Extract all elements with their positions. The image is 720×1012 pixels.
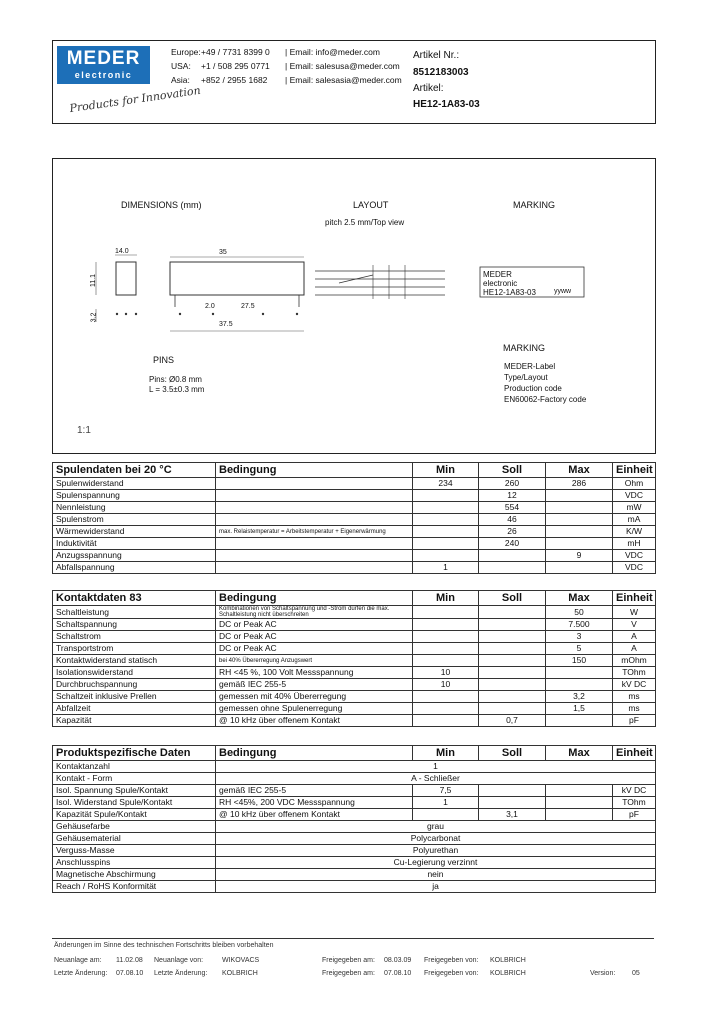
row-parameter: Spulenstrom (53, 514, 216, 526)
marking-title: MARKING (513, 200, 556, 210)
row-max: 5 (546, 643, 613, 655)
row-max (546, 667, 613, 679)
col-header: Soll (479, 746, 546, 761)
row-max: 9 (546, 550, 613, 562)
row-parameter: Induktivität (53, 538, 216, 550)
dim-label-35: 35 (219, 249, 227, 256)
pin-dot (296, 313, 298, 315)
col-header: Spulendaten bei 20 °C (53, 463, 216, 478)
contact-emails (285, 45, 402, 87)
table-row (53, 655, 656, 667)
row-condition (216, 550, 413, 562)
row-max (546, 715, 613, 727)
row-max (546, 785, 613, 797)
col-header: Bedingung (216, 591, 413, 606)
row-spanned-value: Polyurethan (216, 845, 656, 857)
footer-label: Freigegeben von: (424, 970, 479, 977)
footer-label: Freigegeben am: (322, 957, 375, 964)
pin-dot (179, 313, 181, 315)
row-condition (216, 514, 413, 526)
footer-value: 11.02.08 (116, 957, 143, 964)
document-header (52, 40, 656, 124)
row-unit: kV DC (613, 785, 656, 797)
row-parameter: Schaltspannung (53, 619, 216, 631)
col-header: Bedingung (216, 463, 413, 478)
row-parameter: Abfallspannung (53, 562, 216, 574)
row-parameter: Nennleistung (53, 502, 216, 514)
table-header-row (53, 591, 656, 606)
row-spanned-value: 1 (216, 761, 656, 773)
row-min (413, 691, 479, 703)
marking-box-text (483, 270, 536, 297)
row-min (413, 538, 479, 550)
col-header: Min (413, 591, 479, 606)
row-unit: pF (613, 809, 656, 821)
marking-box-line2: electronic (483, 279, 518, 288)
row-condition (216, 490, 413, 502)
row-condition: max. Relaistemperatur = Arbeitstemperatur + Eigenerwärmung (216, 526, 413, 538)
row-unit: VDC (613, 550, 656, 562)
coil-data-table (52, 462, 656, 574)
row-parameter: Kontaktwiderstand statisch (53, 655, 216, 667)
row-max (546, 526, 613, 538)
col-header: Min (413, 746, 479, 761)
row-unit: A (613, 631, 656, 643)
row-max (546, 514, 613, 526)
row-soll (479, 631, 546, 643)
row-min: 7,5 (413, 785, 479, 797)
contact-phone: +49 / 7731 8399 0 (201, 47, 270, 57)
table-row (53, 761, 656, 773)
row-parameter: Schaltleistung (53, 606, 216, 619)
row-parameter: Kapazität (53, 715, 216, 727)
col-header: Einheit (613, 463, 656, 478)
row-condition: DC or Peak AC (216, 631, 413, 643)
dimension-drawing-svg (53, 159, 655, 453)
table-row (53, 833, 656, 845)
contact-phone: +1 / 508 295 0771 (201, 61, 270, 71)
table-row (53, 785, 656, 797)
row-soll: 554 (479, 502, 546, 514)
row-max: 1,5 (546, 703, 613, 715)
slogan-signature: Products for Innovation (68, 83, 202, 116)
table-row (53, 809, 656, 821)
logo-top-text: MEDER (66, 48, 141, 69)
footer-note: Änderungen im Sinne des technischen Fortschritts bleiben vorbehalten (54, 942, 274, 949)
row-condition (216, 538, 413, 550)
row-parameter: Isol. Widerstand Spule/Kontakt (53, 797, 216, 809)
row-min (413, 606, 479, 619)
dim-label-11: 11.1 (90, 273, 98, 288)
footer-value: 05 (632, 970, 640, 977)
technical-drawing (52, 158, 656, 454)
row-min (413, 809, 479, 821)
marking2-item: Type/Layout (504, 373, 548, 382)
contact-email: | Email: salesasia@meder.com (285, 75, 402, 85)
footer-value: WIKOVACS (222, 957, 260, 964)
col-header: Bedingung (216, 746, 413, 761)
row-parameter: Schaltzeit inklusive Prellen (53, 691, 216, 703)
contact-region: Asia: (171, 75, 190, 85)
table-row (53, 845, 656, 857)
row-condition: RH <45%, 200 VDC Messspannung (216, 797, 413, 809)
row-soll (479, 797, 546, 809)
col-header: Soll (479, 463, 546, 478)
table-row (53, 562, 656, 574)
dimensions-title: DIMENSIONS (mm) (121, 200, 202, 210)
table-row (53, 490, 656, 502)
row-min (413, 631, 479, 643)
row-soll (479, 667, 546, 679)
pin-dot (262, 313, 264, 315)
pins-info (149, 375, 204, 395)
row-soll: 0,7 (479, 715, 546, 727)
footer-label: Neuanlage am: (54, 957, 102, 964)
row-soll (479, 655, 546, 667)
row-spanned-value: A - Schließer (216, 773, 656, 785)
table-row (53, 550, 656, 562)
row-unit: V (613, 619, 656, 631)
row-soll (479, 619, 546, 631)
row-max (546, 502, 613, 514)
col-header: Max (546, 591, 613, 606)
scale-symbol: 1:1 (77, 425, 91, 436)
row-soll (479, 703, 546, 715)
row-max: 3,2 (546, 691, 613, 703)
row-condition (216, 562, 413, 574)
row-min (413, 502, 479, 514)
footer-label: Freigegeben am: (322, 970, 375, 977)
row-unit: VDC (613, 490, 656, 502)
contact-email: | Email: salesusa@meder.com (285, 61, 400, 71)
row-soll: 260 (479, 478, 546, 490)
footer-label: Neuanlage von: (154, 957, 204, 964)
row-min: 10 (413, 667, 479, 679)
contact-data-body (53, 606, 656, 727)
table-header-row (53, 463, 656, 478)
row-unit: K/W (613, 526, 656, 538)
row-min (413, 655, 479, 667)
pins-line1: Pins: Ø0.8 mm (149, 375, 202, 384)
row-parameter: Anzugsspannung (53, 550, 216, 562)
row-condition: @ 10 kHz über offenem Kontakt (216, 715, 413, 727)
row-parameter: Gehäusefarbe (53, 821, 216, 833)
row-unit: mA (613, 514, 656, 526)
row-min: 1 (413, 562, 479, 574)
article-label: Artikel: (413, 83, 444, 94)
row-soll: 12 (479, 490, 546, 502)
row-unit: kV DC (613, 679, 656, 691)
logo-bottom-text: electronic (74, 70, 133, 80)
row-condition (216, 502, 413, 514)
table-row (53, 606, 656, 619)
footer-value: 08.03.09 (384, 957, 412, 964)
table-row (53, 643, 656, 655)
table-row (53, 478, 656, 490)
row-condition: gemäß IEC 255-5 (216, 679, 413, 691)
row-max (546, 809, 613, 821)
table-row (53, 869, 656, 881)
row-parameter: Spulenwiderstand (53, 478, 216, 490)
row-soll (479, 691, 546, 703)
footer-value: KOLBRICH (222, 970, 258, 977)
row-max (546, 797, 613, 809)
contact-region: USA: (171, 61, 191, 71)
row-parameter: Kapazität Spule/Kontakt (53, 809, 216, 821)
footer-label: Letzte Änderung: (154, 970, 208, 977)
row-unit: VDC (613, 562, 656, 574)
pin-dot (125, 313, 127, 315)
row-max: 3 (546, 631, 613, 643)
footer-value: 07.08.10 (116, 970, 144, 977)
row-soll: 3,1 (479, 809, 546, 821)
col-header: Einheit (613, 591, 656, 606)
row-unit: pF (613, 715, 656, 727)
row-parameter: Spulenspannung (53, 490, 216, 502)
marking-box-line1: MEDER (483, 270, 512, 279)
row-parameter: Reach / RoHS Konformität (53, 881, 216, 893)
col-header: Kontaktdaten 83 (53, 591, 216, 606)
layout-subtitle: pitch 2.5 mm/Top view (325, 218, 405, 227)
row-max: 50 (546, 606, 613, 619)
row-parameter: Anschlusspins (53, 857, 216, 869)
footer-label: Freigegeben von: (424, 957, 479, 964)
row-soll: 46 (479, 514, 546, 526)
table-row (53, 679, 656, 691)
footer-value: KOLBRICH (490, 957, 526, 964)
row-parameter: Kontakt - Form (53, 773, 216, 785)
article-value: HE12-1A83-03 (413, 99, 480, 110)
row-condition: gemessen ohne Spulenerregung (216, 703, 413, 715)
row-unit: A (613, 643, 656, 655)
table-row (53, 857, 656, 869)
row-max (546, 679, 613, 691)
article-no-value: 8512183003 (413, 67, 469, 78)
row-unit: mW (613, 502, 656, 514)
row-condition: DC or Peak AC (216, 619, 413, 631)
row-spanned-value: Cu-Legierung verzinnt (216, 857, 656, 869)
footer-value: 07.08.10 (384, 970, 412, 977)
row-max: 286 (546, 478, 613, 490)
dim-label-275: 27.5 (241, 303, 255, 310)
table-row (53, 619, 656, 631)
col-header: Max (546, 746, 613, 761)
row-parameter: Durchbruchspannung (53, 679, 216, 691)
table-header-row (53, 746, 656, 761)
row-parameter: Wärmewiderstand (53, 526, 216, 538)
row-condition: Kombinationen von Schaltspannung und -Strom dürfen die max. Schaltleistung nicht überschreiten (216, 606, 413, 619)
col-header: Min (413, 463, 479, 478)
contact-email: | Email: info@meder.com (285, 47, 380, 57)
coil-data-body (53, 478, 656, 574)
table-row (53, 821, 656, 833)
product-data-body (53, 761, 656, 893)
row-spanned-value: Polycarbonat (216, 833, 656, 845)
row-condition: RH <45 %, 100 Volt Messspannung (216, 667, 413, 679)
row-condition: @ 10 kHz über offenem Kontakt (216, 809, 413, 821)
pin-dot (212, 313, 214, 315)
row-min (413, 643, 479, 655)
table-row (53, 538, 656, 550)
row-soll: 240 (479, 538, 546, 550)
pin-dot (116, 313, 118, 315)
dim-label-32: 3.2 (90, 312, 98, 323)
row-parameter: Gehäusematerial (53, 833, 216, 845)
row-spanned-value: nein (216, 869, 656, 881)
row-condition (216, 478, 413, 490)
table-row (53, 667, 656, 679)
pins-line2: L = 3.5±0.3 mm (149, 385, 205, 394)
product-data-table (52, 745, 656, 893)
col-header: Max (546, 463, 613, 478)
row-unit: ms (613, 691, 656, 703)
side-view-body (116, 262, 136, 295)
row-min (413, 550, 479, 562)
row-soll (479, 606, 546, 619)
col-header: Produktspezifische Daten (53, 746, 216, 761)
row-soll (479, 785, 546, 797)
marking2-item: Production code (504, 384, 562, 393)
row-min (413, 514, 479, 526)
row-soll: 26 (479, 526, 546, 538)
marking-box-code: yyww (554, 288, 572, 295)
contact-data-table (52, 590, 656, 727)
row-max: 7.500 (546, 619, 613, 631)
row-parameter: Verguss-Masse (53, 845, 216, 857)
contact-phones (201, 45, 270, 87)
marking2-list (504, 361, 586, 405)
row-spanned-value: grau (216, 821, 656, 833)
front-view-body (170, 262, 304, 295)
table-row (53, 797, 656, 809)
footer-divider (52, 938, 654, 939)
pins-title: PINS (153, 355, 175, 365)
row-max (546, 562, 613, 574)
row-unit: mH (613, 538, 656, 550)
row-unit: TOhm (613, 667, 656, 679)
row-min: 1 (413, 797, 479, 809)
row-min: 10 (413, 679, 479, 691)
row-unit: ms (613, 703, 656, 715)
col-header: Soll (479, 591, 546, 606)
row-soll (479, 562, 546, 574)
marking2-item: EN60062-Factory code (504, 395, 587, 404)
contact-region: Europe: (171, 47, 201, 57)
contact-phone: +852 / 2955 1682 (201, 75, 268, 85)
dim-label-20: 2.0 (205, 303, 215, 310)
row-parameter: Schaltstrom (53, 631, 216, 643)
table-row (53, 514, 656, 526)
table-row (53, 881, 656, 893)
row-max (546, 490, 613, 502)
row-condition: gemäß IEC 255-5 (216, 785, 413, 797)
row-condition: DC or Peak AC (216, 643, 413, 655)
footer-label: Letzte Änderung: (54, 970, 108, 977)
row-min (413, 619, 479, 631)
row-unit: TOhm (613, 797, 656, 809)
layout-title: LAYOUT (353, 200, 389, 210)
marking2-item: MEDER-Label (504, 362, 556, 371)
row-min (413, 703, 479, 715)
footer-value: KOLBRICH (490, 970, 526, 977)
row-soll (479, 643, 546, 655)
table-row (53, 502, 656, 514)
table-row (53, 715, 656, 727)
row-soll (479, 679, 546, 691)
row-parameter: Isolationswiderstand (53, 667, 216, 679)
row-min (413, 526, 479, 538)
col-header: Einheit (613, 746, 656, 761)
row-parameter: Isol. Spannung Spule/Kontakt (53, 785, 216, 797)
row-min (413, 490, 479, 502)
meder-logo (57, 46, 150, 84)
row-parameter: Abfallzeit (53, 703, 216, 715)
dim-label-14: 14.0 (115, 248, 129, 255)
marking2-title: MARKING (503, 343, 546, 353)
article-no-label: Artikel Nr.: (413, 50, 460, 61)
row-max (546, 538, 613, 550)
row-parameter: Magnetische Abschirmung (53, 869, 216, 881)
table-row (53, 773, 656, 785)
row-unit: W (613, 606, 656, 619)
table-row (53, 631, 656, 643)
row-condition: gemessen mit 40% Übererregung (216, 691, 413, 703)
row-unit: mOhm (613, 655, 656, 667)
row-min (413, 715, 479, 727)
row-parameter: Transportstrom (53, 643, 216, 655)
contact-regions (171, 45, 201, 87)
table-row (53, 526, 656, 538)
dim-label-375: 37.5 (219, 321, 233, 328)
row-unit: Ohm (613, 478, 656, 490)
footer-label: Version: (590, 970, 616, 977)
row-parameter: Kontaktanzahl (53, 761, 216, 773)
pin-dot (135, 313, 137, 315)
row-min: 234 (413, 478, 479, 490)
table-row (53, 691, 656, 703)
row-max: 150 (546, 655, 613, 667)
row-soll (479, 550, 546, 562)
row-condition: bei 40% Übererregung Anzugswert (216, 655, 413, 667)
table-row (53, 703, 656, 715)
row-spanned-value: ja (216, 881, 656, 893)
marking-box-line3: HE12-1A83-03 (483, 288, 536, 297)
